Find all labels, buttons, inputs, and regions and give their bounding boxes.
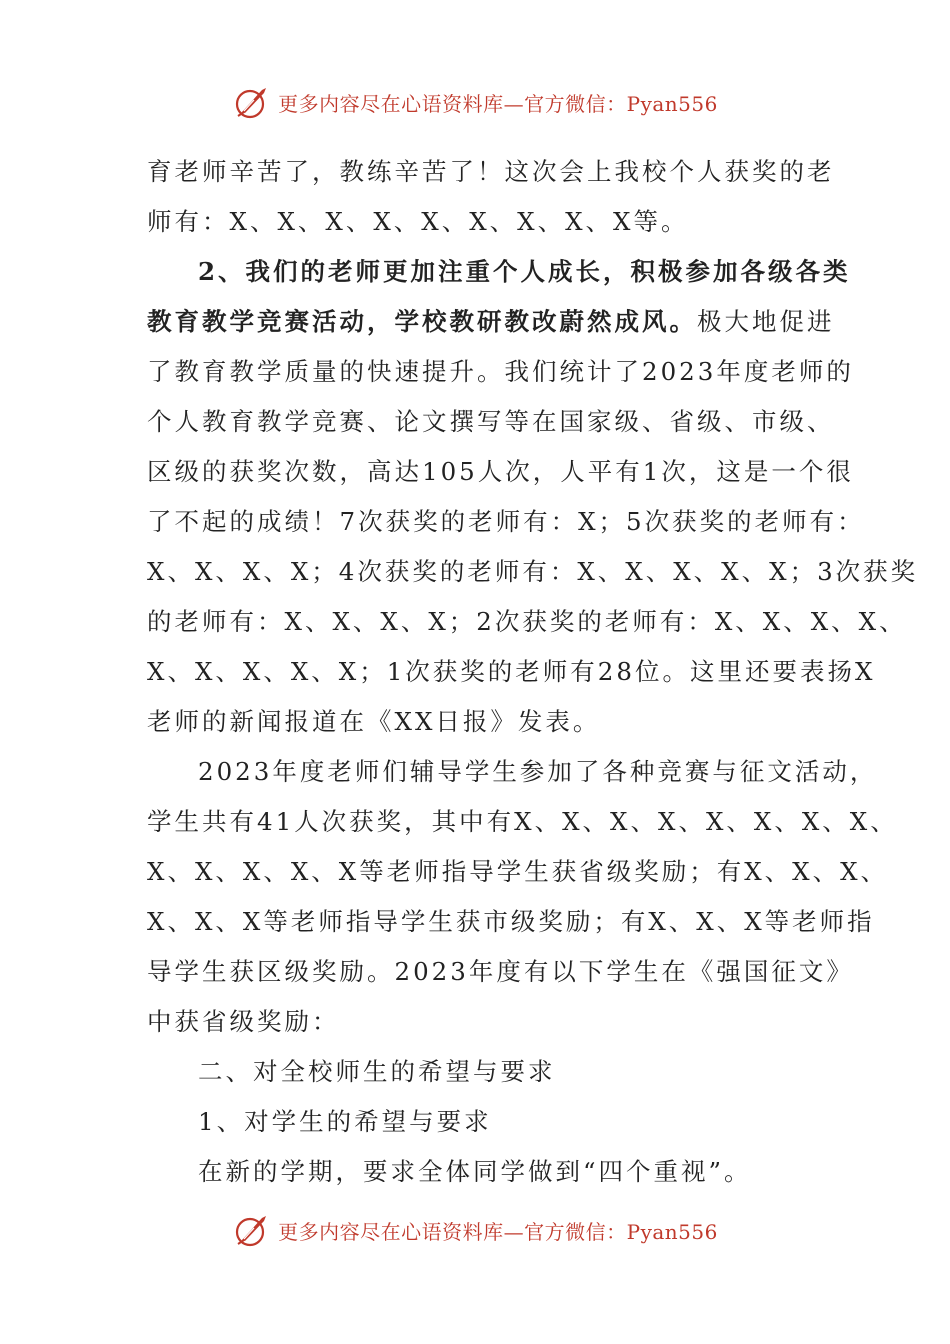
- footer-banner: [0, 1208, 950, 1252]
- footer-banner-text: 更多内容尽在心语资料库—官方微信：Pyan556: [278, 1219, 718, 1244]
- text-line: 老师的新闻报道在《XX日报》发表。: [147, 707, 601, 736]
- document-body: [147, 147, 919, 1197]
- text-line: 个人教育教学竞赛、论文撰写等在国家级、省级、市级、: [147, 407, 835, 436]
- text-line: 导学生获区级奖励。2023年度有以下学生在《强国征文》: [147, 957, 854, 986]
- text-line: X、X、X、X、X；1次获奖的老师有28位。这里还要表扬X: [147, 657, 876, 686]
- header-banner-text: 更多内容尽在心语资料库—官方微信：Pyan556: [278, 91, 718, 116]
- text-line: X、X、X、X；4次获奖的老师有：X、X、X、X、X；3次获奖: [147, 557, 919, 586]
- paragraph-text: 极大地促进: [697, 307, 835, 336]
- text-line: X、X、X等老师指导学生获市级奖励；有X、X、X等老师指: [147, 907, 875, 936]
- text-line: 中获省级奖励：: [147, 1007, 340, 1036]
- text-line: [147, 297, 835, 347]
- section-heading: 二、对全校师生的希望与要求: [198, 1057, 556, 1086]
- text-line: 2023年度老师们辅导学生参加了各种竞赛与征文活动，: [198, 757, 878, 786]
- text-line: 在新的学期，要求全体同学做到“四个重视”。: [198, 1157, 752, 1186]
- text-line: 区级的获奖次数，高达105人次，人平有1次，这是一个很: [147, 457, 854, 486]
- quill-pen-logo-icon: [232, 1210, 272, 1250]
- bold-heading-text: 教育教学竞赛活动，学校教研教改蔚然成风。: [147, 307, 697, 336]
- header-banner: [0, 80, 950, 124]
- text-line: 学生共有41人次获奖，其中有X、X、X、X、X、X、X、X、: [147, 807, 898, 836]
- bold-heading-text: 2、我们的老师更加注重个人成长，积极参加各级各类: [198, 257, 851, 286]
- subsection-heading: 1、对学生的希望与要求: [198, 1107, 492, 1136]
- text-line: 育老师辛苦了，教练辛苦了！这次会上我校个人获奖的老: [147, 157, 835, 186]
- text-line: [147, 247, 851, 297]
- text-line: 了不起的成绩！7次获奖的老师有：X；5次获奖的老师有：: [147, 507, 865, 536]
- text-line: X、X、X、X、X等老师指导学生获省级奖励；有X、X、X、: [147, 857, 889, 886]
- text-line: 了教育教学质量的快速提升。我们统计了2023年度老师的: [147, 357, 854, 386]
- text-line: 的老师有：X、X、X、X；2次获奖的老师有：X、X、X、X、: [147, 607, 907, 636]
- text-line: 师有：X、X、X、X、X、X、X、X、X等。: [147, 207, 689, 236]
- quill-pen-logo-icon: [232, 82, 272, 122]
